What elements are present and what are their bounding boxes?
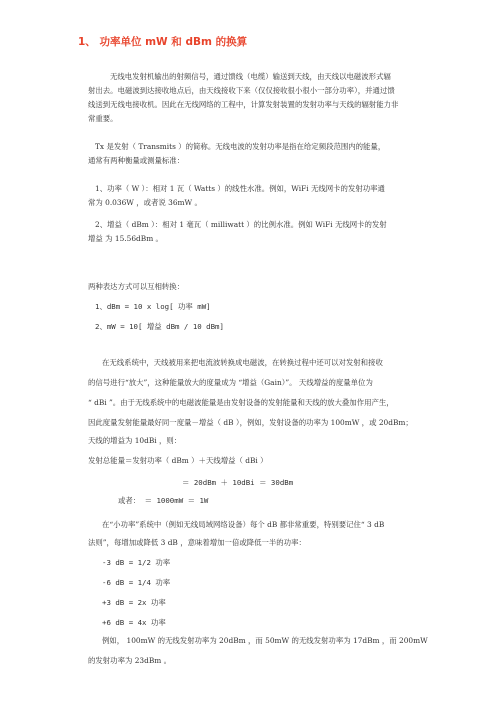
paragraph-line: 的发射功率为 23dBm 。 — [88, 656, 172, 665]
paragraph-line: 常重要。 — [88, 114, 118, 123]
paragraph-line: 射出去。电磁波到达接收地点后，由天线接收下来（仅仅接收很小很小一部分功率），并通过馈 — [88, 86, 395, 95]
formula-dbm: 1、dBm = 10 x log[ 功率 mW] — [95, 302, 211, 311]
paragraph-line: 的信号进行“放大”，这种能量放大的度量成为 “增益（Gain）”。 天线增益的度量单位为 — [88, 378, 373, 387]
paragraph-line: 通常有两种衡量或测量标准： — [88, 156, 185, 165]
paragraph-line: 无线电发射机输出的射频信号，通过馈线（电缆）输送到天线，由天线以电磁波形式辐 — [110, 72, 391, 81]
formula-mw: 2、mW = 10[ 增益 dBm / 10 dBm] — [95, 322, 224, 331]
paragraph-line: 在“小功率”系统中（例如无线局域网络设备）每个 dB 都非常重要，特别要记住“ 3 dB — [102, 520, 385, 529]
paragraph-line: 线送到无线电接收机。因此在无线网络的工程中，计算发射装置的发射功率与天线的辐射能力非 — [88, 100, 399, 109]
paragraph-line: 天线的增益为 10dBi ，则： — [88, 436, 182, 445]
paragraph-line: 在无线系统中，天线被用来把电流波转换成电磁波，在转换过程中还可以对发射和接收 — [102, 358, 383, 367]
conversion-intro: 两种表达方式可以互相转换： — [88, 282, 185, 291]
paragraph-line: 例如， 100mW 的无线发射功率为 20dBm ，而 50mW 的无线发射功率为 17dBm ，而 200mW — [102, 636, 428, 645]
section-title: 1、 功率单位 mW 和 dBm 的换算 — [78, 36, 248, 48]
paragraph-line: Tx 是发射（ Transmits ）的简称。无线电波的发射功率是指在给定频段范围内的能量， — [95, 142, 386, 151]
paragraph-line: “ dBi ”。由于无线系统中的电磁波能量是由发射设备的发射能量和天线的放大叠加作用产生， — [88, 398, 394, 407]
db-rule: -6 dB = 1/4 功率 — [102, 578, 171, 587]
list-item-line: 常为 0.036W ，或者说 36mW 。 — [88, 198, 202, 207]
db-rule: +6 dB = 4x 功率 — [102, 618, 166, 627]
total-energy-watt: 或者： ＝ 1000mW ＝ 1W — [118, 496, 209, 505]
list-item-line: 增益 为 15.56dBm 。 — [88, 234, 163, 243]
total-energy-formula: 发射总能量＝发射功率（ dBm ）＋天线增益（ dBi ） — [88, 456, 268, 465]
db-rule: -3 dB = 1/2 功率 — [102, 558, 171, 567]
paragraph-line: 法则”，每增加或降低 3 dB ，意味着增加一倍或降低一半的功率： — [88, 538, 306, 547]
paragraph-line: 因此度量发射能量最好同一度量－增益（ dB ），例如，发射设备的功率为 100mW ，或 20dBm； — [88, 418, 413, 427]
total-energy-dbm: ＝ 20dBm ＋ 10dBi ＝ 30dBm — [182, 478, 294, 487]
db-rule: +3 dB = 2x 功率 — [102, 598, 166, 607]
list-item-line: 2、增益（ dBm ）：相对 1 毫瓦（ milliwatt ）的比例水准。例如 WiFi 无线网卡的发射 — [95, 220, 387, 229]
list-item-line: 1、功率（ W ）：相对 1 瓦（ Watts ）的线性水准。例如，WiFi 无线网卡的发射功率通 — [95, 184, 385, 193]
